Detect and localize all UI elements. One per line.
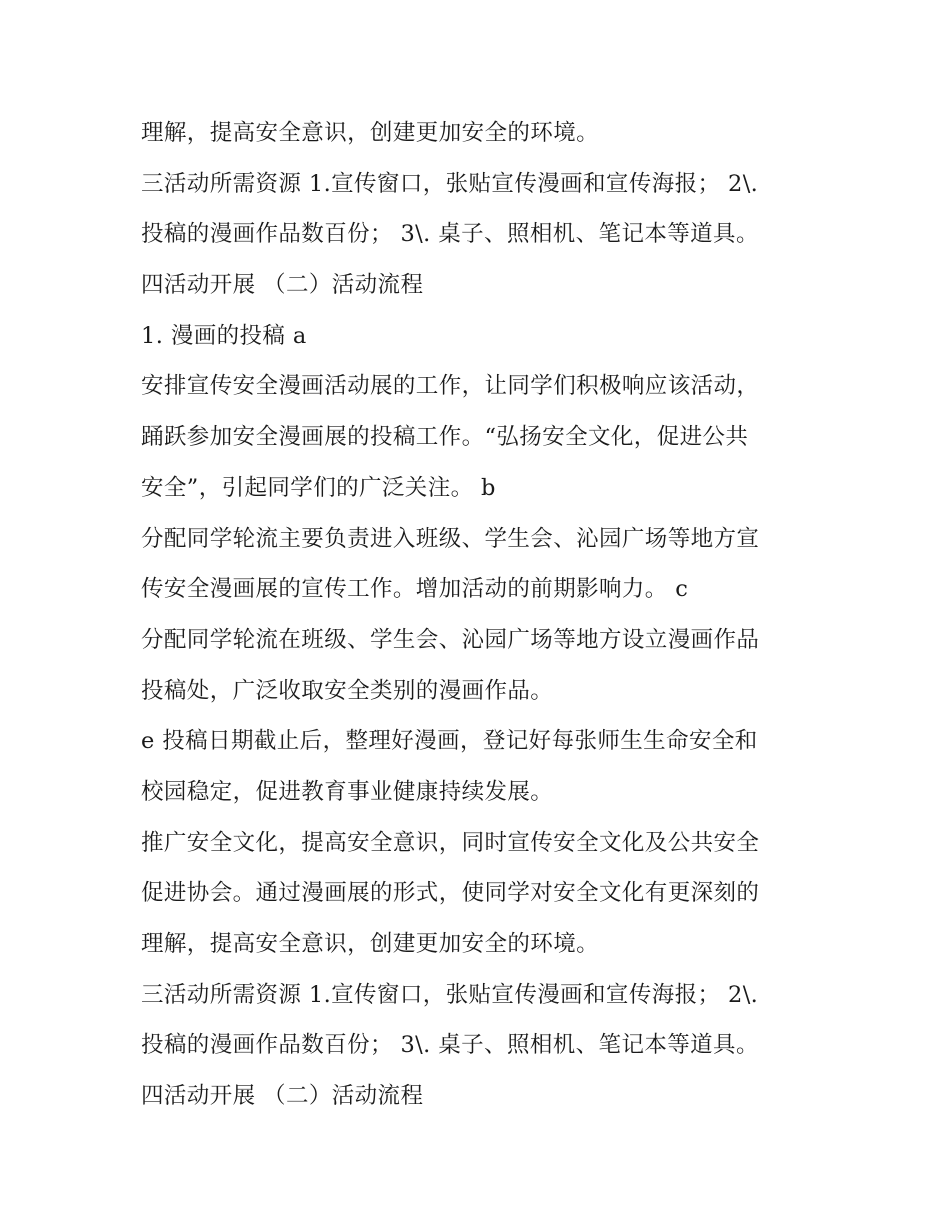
section-heading: 四活动开展 （二）活动流程 <box>141 1083 424 1110</box>
text-line: 踊跃参加安全漫画展的投稿工作。“弘扬安全文化，促进公共 <box>141 424 749 451</box>
text-line: 传安全漫画展的宣传工作。增加活动的前期影响力。 c <box>141 576 689 603</box>
text-line: 投稿的漫画作品数百份； 3\. 桌子、照相机、笔记本等道具。 <box>141 221 759 248</box>
section-heading: 四活动开展 （二）活动流程 <box>141 272 424 299</box>
text-line: 分配同学轮流主要负责进入班级、学生会、沁园广场等地方宣 <box>141 525 760 552</box>
text-line: 投稿处，广泛收取安全类别的漫画作品。 <box>141 677 554 704</box>
text-line: 安排宣传安全漫画活动展的工作，让同学们积极响应该活动， <box>141 373 760 400</box>
text-line: 校园稳定，促进教育事业健康持续发展。 <box>141 778 554 805</box>
text-line: 三活动所需资源 1.宣传窗口，张贴宣传漫画和宣传海报； 2\. <box>141 981 759 1008</box>
text-line: 推广安全文化，提高安全意识，同时宣传安全文化及公共安全 <box>141 829 760 856</box>
text-line: 促进协会。通过漫画展的形式，使同学对安全文化有更深刻的 <box>141 880 760 907</box>
text-line: 安全”，引起同学们的广泛关注。 b <box>141 474 496 501</box>
subsection-heading: 1. 漫画的投稿 a <box>141 322 307 349</box>
text-line: 分配同学轮流在班级、学生会、沁园广场等地方设立漫画作品 <box>141 626 760 653</box>
text-line: e 投稿日期截止后，整理好漫画，登记好每张师生生命安全和 <box>141 728 758 755</box>
document-body <box>141 108 821 1122</box>
text-line: 三活动所需资源 1.宣传窗口，张贴宣传漫画和宣传海报； 2\. <box>141 170 759 197</box>
text-line: 理解，提高安全意识，创建更加安全的环境。 <box>141 120 600 146</box>
text-line: 投稿的漫画作品数百份； 3\. 桌子、照相机、笔记本等道具。 <box>141 1032 759 1059</box>
text-line: 理解，提高安全意识，创建更加安全的环境。 <box>141 931 600 957</box>
